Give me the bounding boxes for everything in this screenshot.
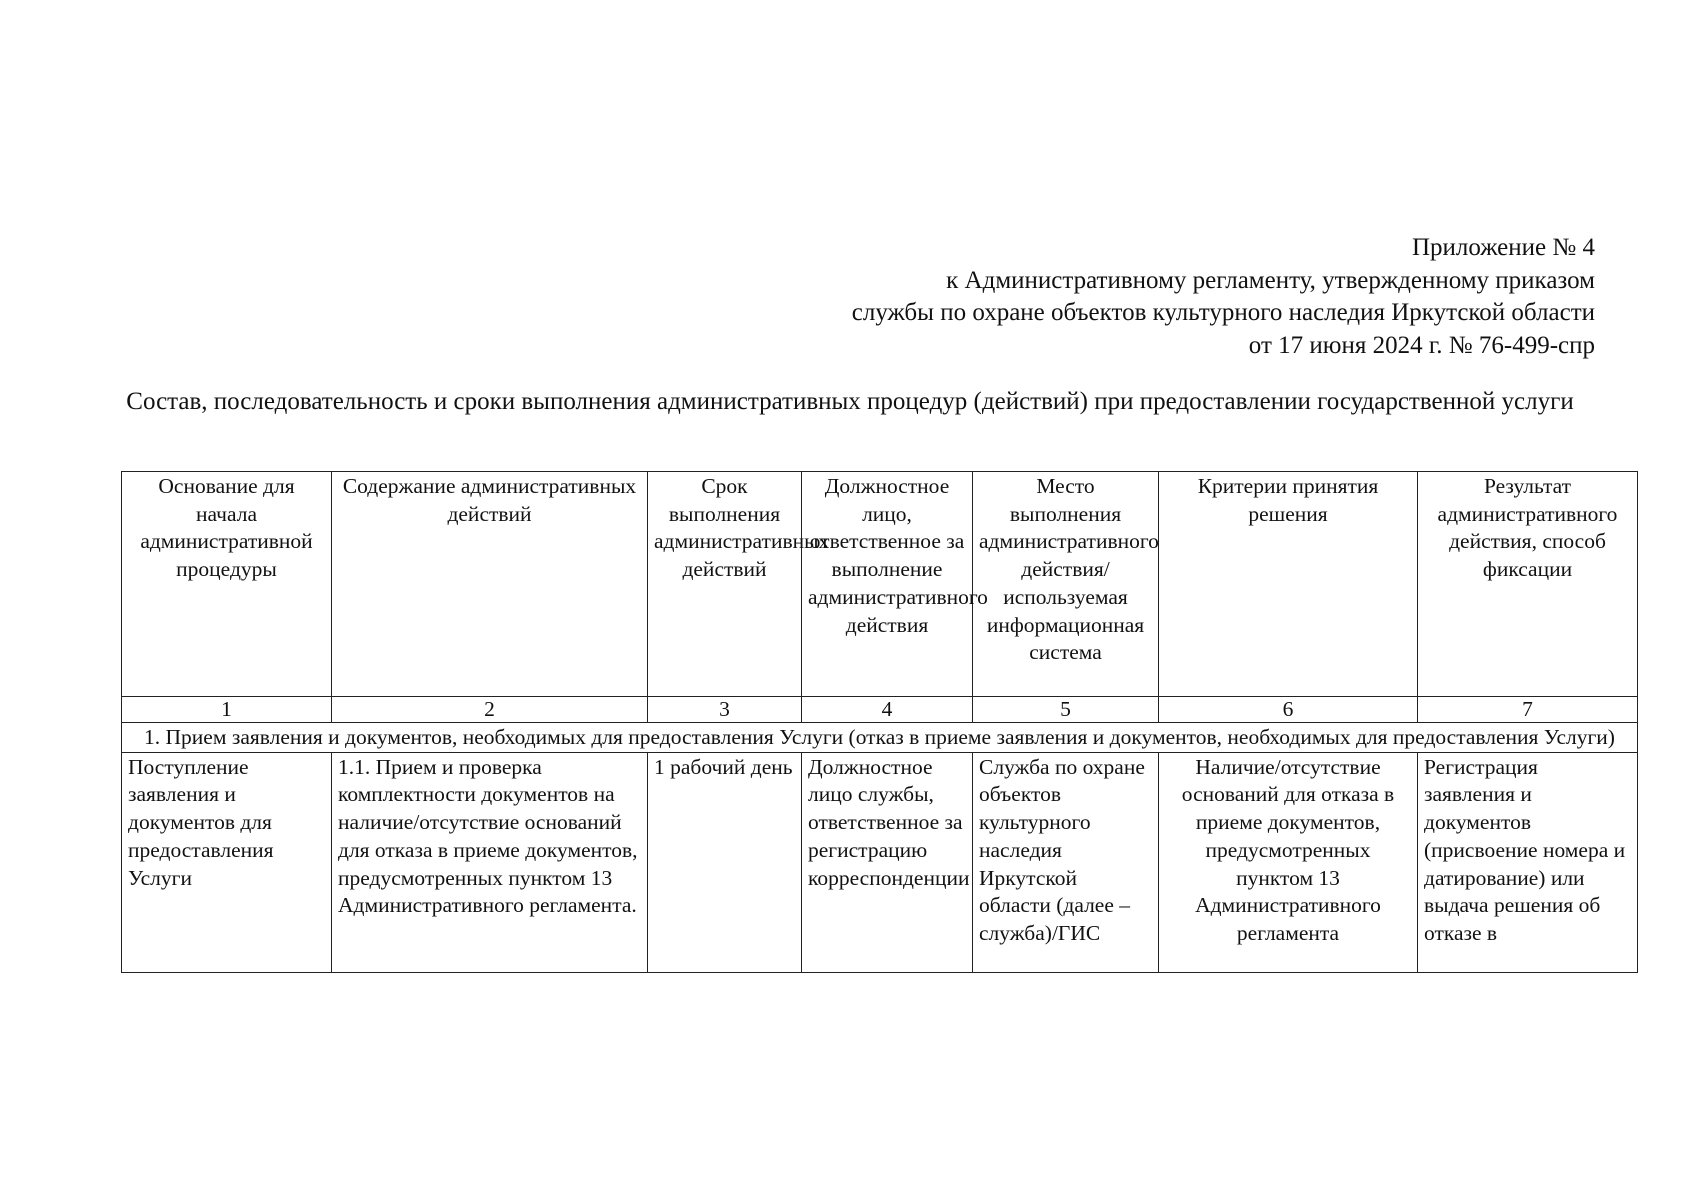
table-cell: Наличие/отсутствие оснований для отказа в приеме документов, предусмотренных пунктом 13 Административного регламента	[1159, 752, 1418, 972]
attachment-header	[852, 232, 1595, 362]
header-cell: Основание для начала административной процедуры	[122, 472, 332, 697]
table-row	[122, 752, 1638, 972]
header-cell: Содержание административных действий	[332, 472, 648, 697]
column-number-cell: 2	[332, 697, 648, 723]
table-cell: Служба по охране объектов культурного наследия Иркутской области (далее – служба)/ГИС	[973, 752, 1159, 972]
header-cell: Место выполнения административного действия/используемая информационная система	[973, 472, 1159, 697]
table-header-row	[122, 472, 1638, 697]
section-row	[122, 723, 1638, 753]
document-title: Состав, последовательность и сроки выполнения административных процедур (действий) при предоставлении государственной услуги	[126, 388, 1574, 415]
table-cell: Поступление заявления и документов для предоставления Услуги	[122, 752, 332, 972]
attachment-number: Приложение № 4	[1411, 234, 1595, 261]
column-number-cell: 3	[648, 697, 802, 723]
header-cell: Срок выполнения административных действий	[648, 472, 802, 697]
column-number-cell: 1	[122, 697, 332, 723]
column-number-cell: 5	[973, 697, 1159, 723]
header-cell: Критерии принятия решения	[1159, 472, 1418, 697]
column-number-row	[122, 697, 1638, 723]
section-heading: 1. Прием заявления и документов, необходимых для предоставления Услуги (отказ в приеме заявления и документов, необходимых для предоставления Услуги)	[122, 723, 1638, 753]
column-number-cell: 7	[1418, 697, 1638, 723]
table-cell: 1.1. Прием и проверка комплектности документов на наличие/отсутствие оснований для отказа в приеме документов, предусмотренных пунктом 13 Административного регламента.	[332, 752, 648, 972]
attachment-reference-line: к Административному регламенту, утвержденному приказом	[946, 266, 1595, 294]
attachment-date-line: от 17 июня 2024 г. № 76-499-спр	[1248, 331, 1595, 359]
procedures-table	[121, 471, 1638, 973]
table-cell: 1 рабочий день	[648, 752, 802, 972]
column-number-cell: 6	[1159, 697, 1418, 723]
table-cell: Регистрация заявления и документов (присвоение номера и датирование) или выдача решения об отказе в	[1418, 752, 1638, 972]
header-cell: Должностное лицо, ответственное за выполнение административного действия	[802, 472, 973, 697]
column-number-cell: 4	[802, 697, 973, 723]
table-cell: Должностное лицо службы, ответственное за регистрацию корреспонденции	[802, 752, 973, 972]
header-cell: Результат административного действия, способ фиксации	[1418, 472, 1638, 697]
attachment-authority-line: службы по охране объектов культурного наследия Иркутской области	[851, 299, 1595, 326]
